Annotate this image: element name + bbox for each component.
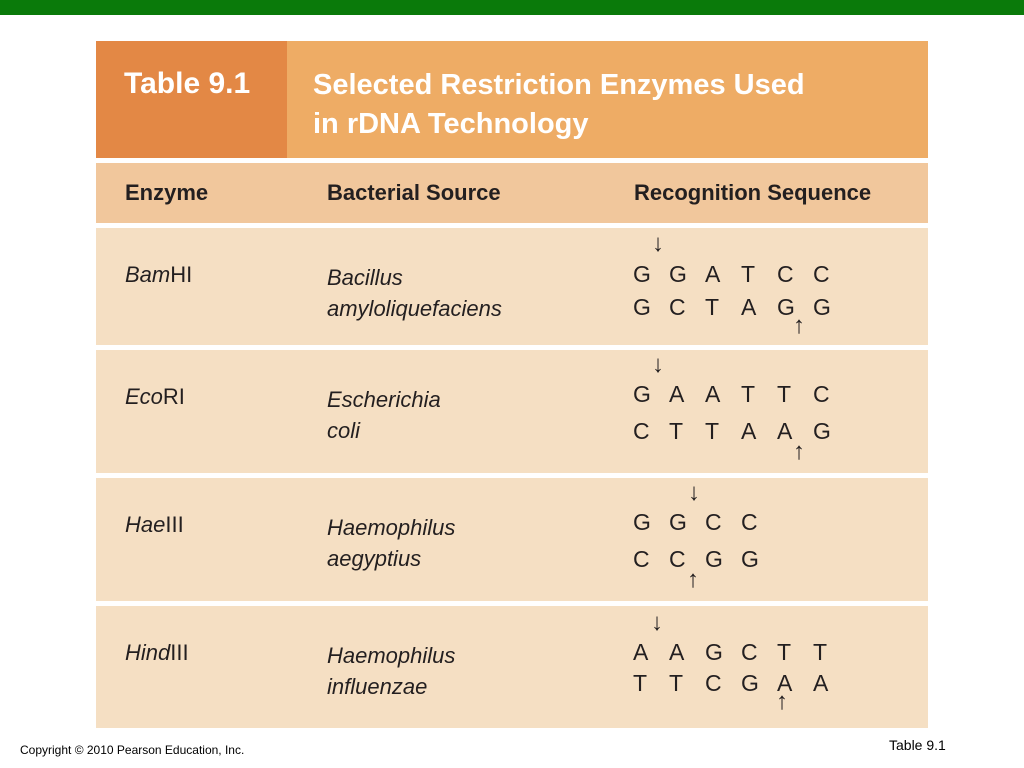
base: C [669,294,686,320]
base: T [705,294,720,320]
enzyme-name-italic: Bam [125,262,171,287]
bacterial-source [327,262,502,324]
base: A [777,418,793,444]
base: T [669,418,684,444]
base: T [633,670,648,696]
cut-site-up-arrow: ↑ [793,438,805,465]
base: G [633,294,651,320]
bottom-strand [633,546,777,573]
bacterial-source [327,640,455,702]
recognition-sequence [633,228,913,350]
source-species: aegyptius [327,546,422,571]
enzyme-name [125,262,192,288]
source-genus: Haemophilus [327,515,456,540]
title-band [96,41,928,158]
base: G [633,261,651,287]
bacterial-source [327,512,455,574]
base: A [813,670,829,696]
base: G [741,670,759,696]
bacterial-source [327,384,441,446]
base: T [813,639,828,665]
recognition-sequence [633,350,913,472]
cut-site-up-arrow: ↑ [687,566,699,593]
base: T [777,639,792,665]
table-row [96,350,928,473]
source-genus: Bacillus [327,265,403,290]
base: C [741,509,758,535]
base: A [669,381,685,407]
base: T [705,418,720,444]
base: A [705,381,721,407]
restriction-enzyme-table [96,41,928,728]
base: C [741,639,758,665]
enzyme-name [125,384,185,410]
table-number: Table 9.1 [124,67,251,100]
table-title [313,66,913,144]
enzyme-name-plain: III [170,640,189,665]
base: G [633,509,651,535]
source-genus: Haemophilus [327,643,456,668]
bottom-strand [633,418,849,445]
table-row [96,606,928,728]
enzyme-name-plain: RI [162,384,185,409]
copyright-notice: Copyright © 2010 Pearson Education, Inc. [20,743,245,757]
base: T [741,381,756,407]
enzyme-name [125,640,189,666]
cut-site-down-arrow: ↓ [688,479,700,506]
bottom-strand [633,670,849,697]
column-header-row [96,163,928,223]
enzyme-name-italic: Hind [125,640,171,665]
source-species: coli [327,418,361,443]
base: G [777,294,795,320]
base: G [741,546,759,572]
base: T [669,670,684,696]
base: A [669,639,685,665]
table-number-box [96,41,287,158]
cut-site-down-arrow: ↓ [652,351,664,378]
source-species: amyloliquefaciens [327,296,502,321]
recognition-sequence [633,606,913,728]
enzyme-name-italic: Eco [125,384,163,409]
cut-site-down-arrow: ↓ [652,230,664,257]
cut-site-up-arrow: ↑ [793,312,805,339]
base: C [813,381,830,407]
base: A [777,670,793,696]
base: A [705,261,721,287]
cut-site-down-arrow: ↓ [651,609,663,636]
source-genus: Escherichia [327,387,441,412]
enzyme-name-italic: Hae [125,512,166,537]
base: G [813,294,831,320]
base: G [669,261,687,287]
base: G [633,381,651,407]
enzyme-name [125,512,184,538]
top-strand [633,639,849,666]
source-species: influenzae [327,674,428,699]
recognition-sequence [633,478,913,600]
header-bacterial-source: Bacterial Source [327,180,501,205]
base: C [633,418,650,444]
base: G [669,509,687,535]
table-row [96,228,928,345]
table-reference-label: Table 9.1 [889,737,946,753]
base: A [633,639,649,665]
header-enzyme: Enzyme [125,180,209,205]
base: C [813,261,830,287]
base: C [705,670,722,696]
base: C [669,546,686,572]
table-title-line2: in rDNA Technology [313,108,589,140]
table-row [96,478,928,601]
header-recognition-sequence: Recognition Sequence [634,180,872,205]
enzyme-name-plain: HI [170,262,193,287]
top-green-bar [0,0,1024,15]
top-strand [633,381,849,408]
base: T [777,381,792,407]
base: A [741,294,757,320]
base: G [813,418,831,444]
base: T [741,261,756,287]
bottom-strand [633,294,849,321]
base: G [705,546,723,572]
top-strand [633,509,777,536]
table-title-line1: Selected Restriction Enzymes Used [313,69,805,101]
base: A [741,418,757,444]
enzyme-name-plain: III [165,512,184,537]
top-strand [633,261,849,288]
cut-site-up-arrow: ↑ [776,688,788,715]
base: C [705,509,722,535]
base: C [633,546,650,572]
base: C [777,261,794,287]
base: G [705,639,723,665]
